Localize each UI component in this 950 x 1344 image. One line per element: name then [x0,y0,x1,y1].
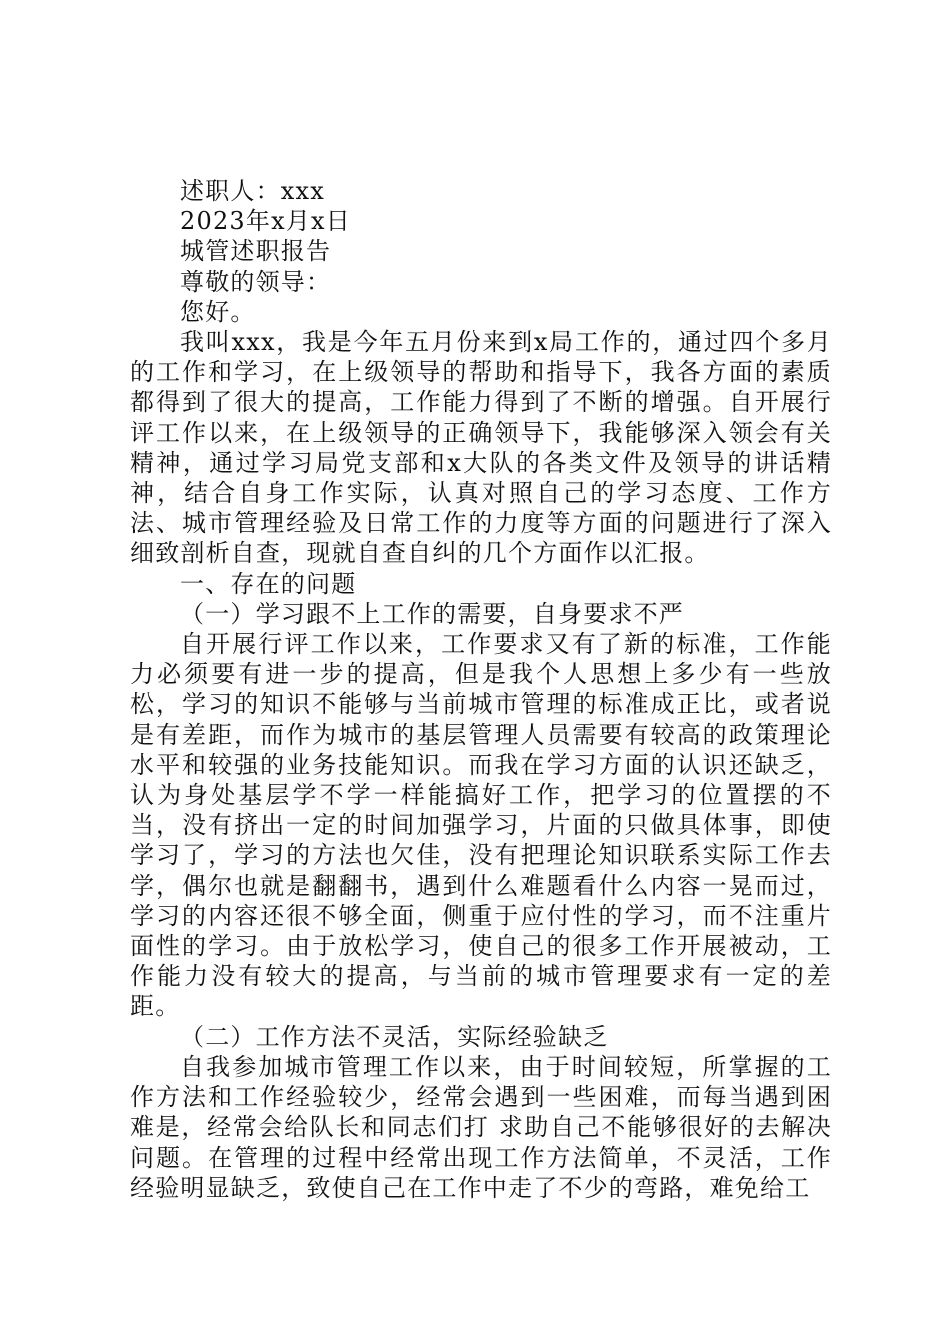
methods-paragraph: 自我参加城市管理工作以来，由于时间较短，所掌握的工作方法和工作经验较少，经常会遇到一些困难，而每当遇到困难是，经常会给队长和同志们打 求助自己不能够很好的去解决问题。在管理的过程中经常出现工作方法简单，不灵活，工作经验明显缺乏，致使自己在工作中走了不少的弯路，难免给工 [130,1052,832,1202]
document-title: 城管述职报告 [180,237,332,266]
reporter-line: 述职人：xxx [180,177,326,205]
salutation: 尊敬的领导： [180,267,332,296]
intro-paragraph: 我叫xxx，我是今年五月份来到x局工作的，通过四个多月的工作和学习，在上级领导的帮助和指导下，我各方面的素质都得到了很大的提高，工作能力得到了不断的增强。自开展行评工作以来，在上级领导的正确领导下，我能够深入领会有关精神，通过学习局党支部和x大队的各类文件及领导的讲话精神，结合自身工作实际，认真对照自己的学习态度、工作方法、城市管理经验及日常工作的力度等方面的问题进行了深入细致剖析自查，现就自查自纠的几个方面作以汇报。 [130,328,832,568]
subsection-heading-methods: （二）工作方法不灵活，实际经验缺乏 [180,1022,609,1051]
study-paragraph: 自开展行评工作以来，工作要求又有了新的标准，工作能力必须要有进一步的提高，但是我个人思想上多少有一些放松，学习的知识不能够与当前城市管理的标准成正比，或者说是有差距，而作为城市的基层管理人员需要有较高的政策理论水平和较强的业务技能知识。而我在学习方面的认识还缺乏，认为身处基层学不学一样能搞好工作，把学习的位置摆的不当，没有挤出一定的时间加强学习，片面的只做具体事，即使学习了，学习的方法也欠佳，没有把理论知识联系实际工作去学，偶尔也就是翻翻书，遇到什么难题看什么内容一晃而过，学习的内容还很不够全面，侧重于应付性的学习，而不注重片面性的学习。由于放松学习，使自己的很多工作开展被动，工作能力没有较大的提高，与当前的城市管理要求有一定的差距。 [130,630,832,1021]
greeting: 您好。 [180,297,256,326]
report-date: 2023年x月x日 [180,207,351,236]
subsection-heading-study: （一）学习跟不上工作的需要，自身要求不严 [180,599,684,628]
document-body [130,176,832,1203]
section-heading-problems: 一、存在的问题 [180,569,357,598]
